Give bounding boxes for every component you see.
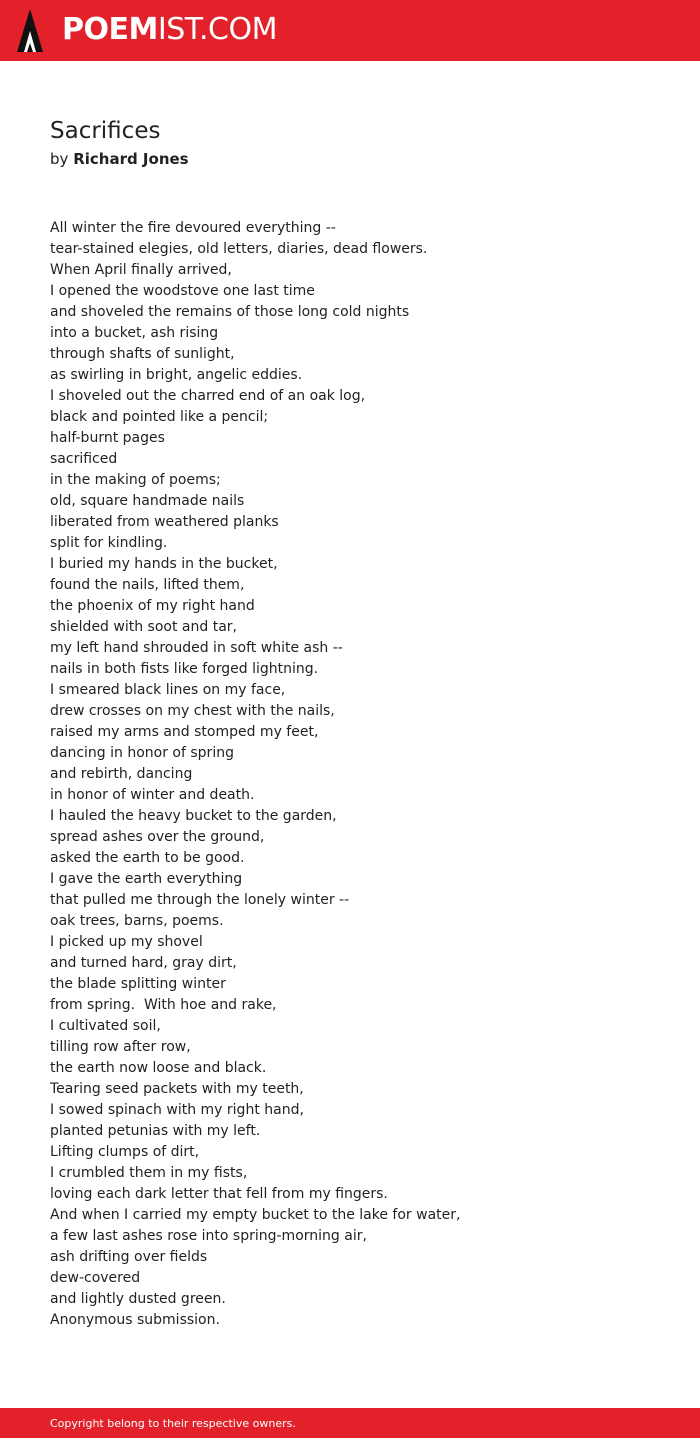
site-footer [0,1408,700,1438]
poem-line: dancing in honor of spring [50,745,234,761]
poem-line: Anonymous submission. [50,1312,220,1328]
poem-line: shielded with soot and tar, [50,619,237,635]
poem-line: loving each dark letter that fell from my fingers. [50,1186,388,1202]
poem-line: and shoveled the remains of those long cold nights [50,304,410,320]
poem-line: I cultivated soil, [50,1018,161,1034]
poem-line: I shoveled out the charred end of an oak log, [50,388,366,404]
poem-line: I opened the woodstove one last time [50,283,315,299]
poem-line: I crumbled them in my fists, [50,1165,248,1181]
poem-line: and turned hard, gray dirt, [50,955,237,971]
poem-line: split for kindling. [50,535,168,551]
logo-light-text: IST.COM [157,12,277,47]
poem-line: sacrificed [50,451,118,467]
poem-line: into a bucket, ash rising [50,325,219,341]
poem-line: I smeared black lines on my face, [50,682,286,698]
poem-line: and rebirth, dancing [50,766,193,782]
poem-author: Richard Jones [73,150,189,168]
logo-bold-text: POEM [62,12,158,47]
byline-label: by [50,150,69,168]
site-logo[interactable] [62,11,277,49]
poem-line: planted petunias with my left. [50,1123,261,1139]
poem-line: and lightly dusted green. [50,1291,226,1307]
poem-line: black and pointed like a pencil; [50,409,269,425]
pencil-logo-icon[interactable] [17,9,43,52]
poem-line: a few last ashes rose into spring-morning air, [50,1228,367,1244]
poem-line: the phoenix of my right hand [50,598,255,614]
poem-line: All winter the fire devoured everything -- [50,220,336,236]
poem-line: And when I carried my empty bucket to the lake for water, [50,1207,461,1223]
poem-line: the blade splitting winter [50,976,226,992]
poem-line: found the nails, lifted them, [50,577,245,593]
poem-line: tear-stained elegies, old letters, diaries, dead flowers. [50,241,428,257]
poem-line: the earth now loose and black. [50,1060,267,1076]
poem-line: asked the earth to be good. [50,850,245,866]
poem-line: drew crosses on my chest with the nails, [50,703,335,719]
poem-line: dew-covered [50,1270,141,1286]
poem-title: Sacrifices [50,118,161,144]
poem-line: When April finally arrived, [50,262,232,278]
poem-line: my left hand shrouded in soft white ash -- [50,640,343,656]
poem-line: ash drifting over fields [50,1249,208,1265]
poem-line: from spring. With hoe and rake, [50,997,277,1013]
poem-line: nails in both fists like forged lightning. [50,661,319,677]
poem-line: I hauled the heavy bucket to the garden, [50,808,337,824]
poem-line: that pulled me through the lonely winter -- [50,892,350,908]
poem-line: I sowed spinach with my right hand, [50,1102,304,1118]
poem-line: in the making of poems; [50,472,221,488]
poem-byline [50,148,189,170]
poem-line: Lifting clumps of dirt, [50,1144,200,1160]
poem-line: half-burnt pages [50,430,165,446]
poem-body [50,218,670,1331]
poem-line: raised my arms and stomped my feet, [50,724,319,740]
poem-line: oak trees, barns, poems. [50,913,224,929]
poem-line: I picked up my shovel [50,934,203,950]
poem-line: in honor of winter and death. [50,787,255,803]
site-header [0,0,700,61]
poem-line: as swirling in bright, angelic eddies. [50,367,303,383]
poem-line: through shafts of sunlight, [50,346,235,362]
copyright-text: Copyright belong to their respective owners. [50,1417,296,1430]
poem-line: I gave the earth everything [50,871,243,887]
poem-line: Tearing seed packets with my teeth, [50,1081,304,1097]
poem-line: tilling row after row, [50,1039,191,1055]
poem-line: liberated from weathered planks [50,514,279,530]
poem-line: spread ashes over the ground, [50,829,265,845]
poem-line: old, square handmade nails [50,493,245,509]
poem-line: I buried my hands in the bucket, [50,556,278,572]
